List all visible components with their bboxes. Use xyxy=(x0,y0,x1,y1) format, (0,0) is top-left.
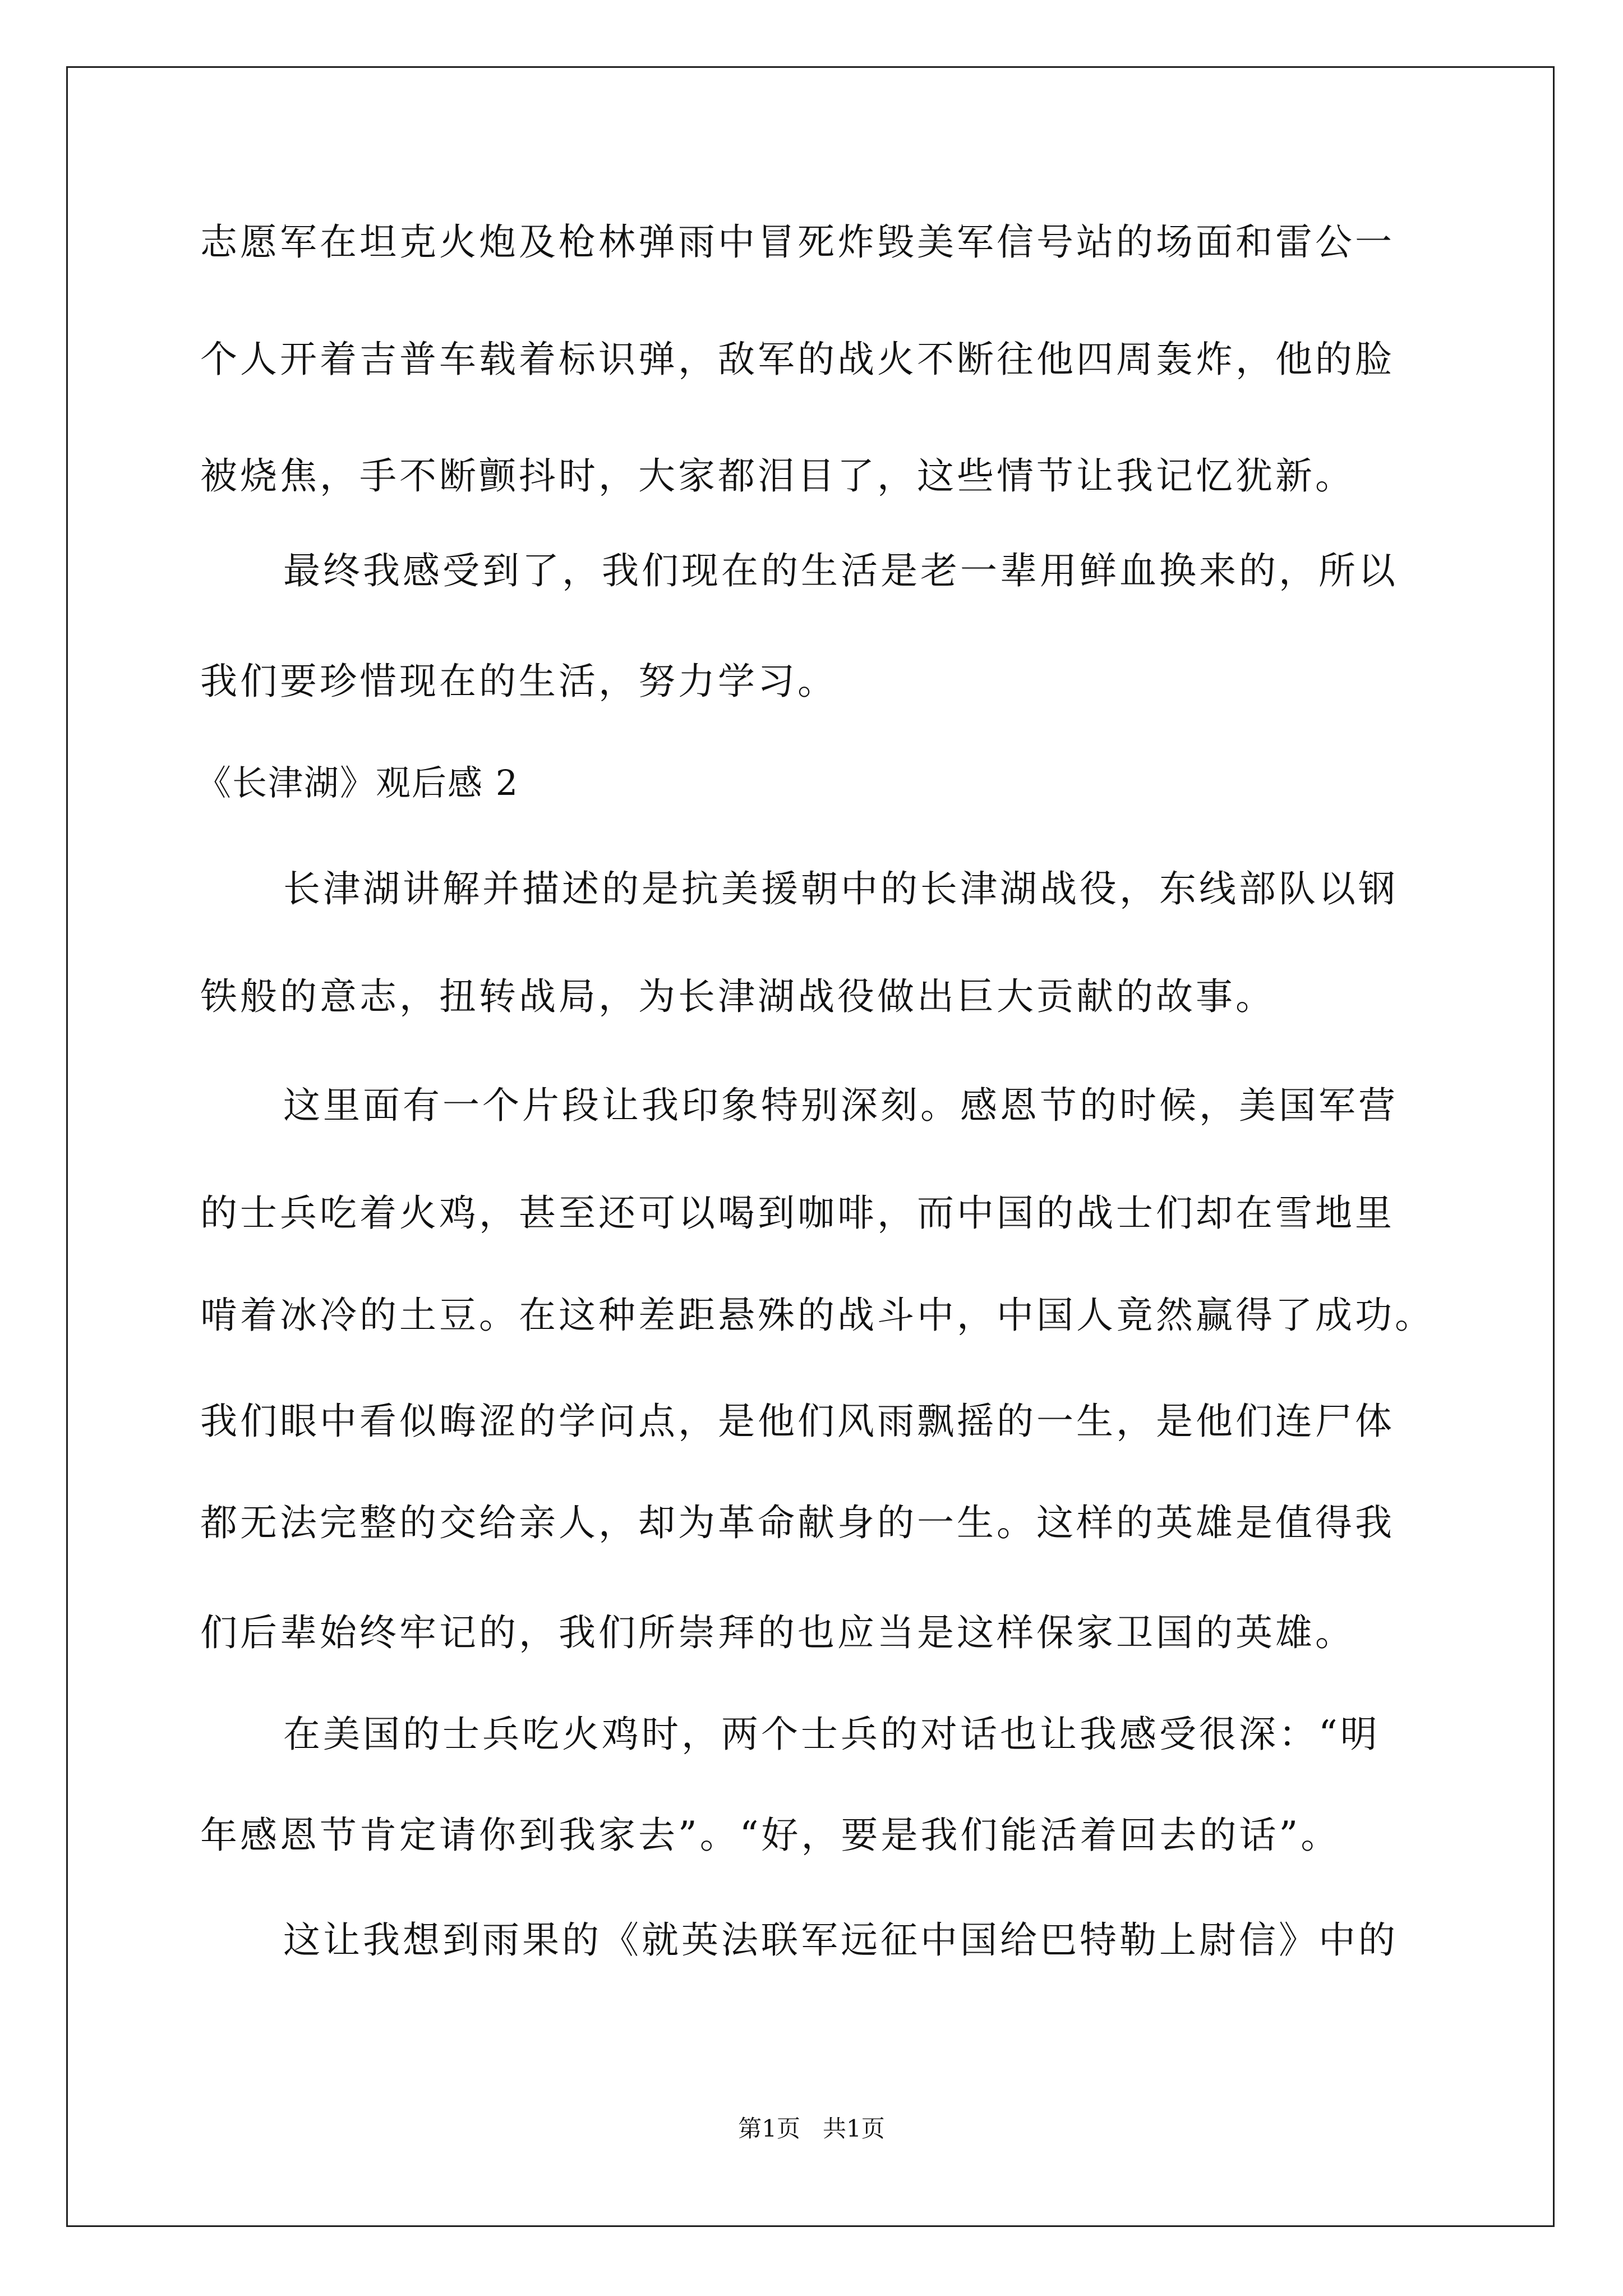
text-line: 志愿军在坦克火炮及枪林弹雨中冒死炸毁美军信号站的场面和雷公一 xyxy=(200,220,1395,264)
text-line: 被烧焦，手不断颤抖时，大家都泪目了，这些情节让我记忆犹新。 xyxy=(200,454,1355,498)
page-border xyxy=(66,66,1555,2227)
text-line: 们后辈始终牢记的，我们所崇拜的也应当是这样保家卫国的英雄。 xyxy=(200,1611,1355,1654)
paragraph-start-line: 这里面有一个片段让我印象特别深刻。感恩节的时候，美国军营 xyxy=(283,1084,1398,1127)
text-line: 个人开着吉普车载着标识弹，敌军的战火不断往他四周轰炸，他的脸 xyxy=(200,338,1395,381)
text-line: 啃着冰冷的土豆。在这种差距悬殊的战斗中，中国人竟然赢得了成功。 xyxy=(200,1294,1435,1337)
text-line: 我们要珍惜现在的生活，努力学习。 xyxy=(200,660,837,703)
paragraph-start-line: 这让我想到雨果的《就英法联军远征中国给巴特勒上尉信》中的 xyxy=(283,1918,1398,1962)
paragraph-start-line: 在美国的士兵吃火鸡时，两个士兵的对话也让我感受很深：“明 xyxy=(283,1713,1380,1756)
section-heading: 《长津湖》观后感 2 xyxy=(196,762,519,803)
text-line: 年感恩节肯定请你到我家去”。“好，要是我们能活着回去的话”。 xyxy=(200,1814,1341,1857)
paragraph-start-line: 长津湖讲解并描述的是抗美援朝中的长津湖战役，东线部队以钢 xyxy=(283,867,1398,910)
text-line: 我们眼中看似晦涩的学问点，是他们风雨飘摇的一生，是他们连尸体 xyxy=(200,1400,1395,1443)
paragraph-start-line: 最终我感受到了，我们现在的生活是老一辈用鲜血换来的，所以 xyxy=(283,549,1398,592)
text-line: 都无法完整的交给亲人，却为革命献身的一生。这样的英雄是值得我 xyxy=(200,1501,1395,1544)
text-line: 铁般的意志，扭转战局，为长津湖战役做出巨大贡献的故事。 xyxy=(200,975,1275,1018)
text-line: 的士兵吃着火鸡，甚至还可以喝到咖啡，而中国的战士们却在雪地里 xyxy=(200,1191,1395,1235)
page-footer: 第1页 共1页 xyxy=(738,2115,885,2142)
